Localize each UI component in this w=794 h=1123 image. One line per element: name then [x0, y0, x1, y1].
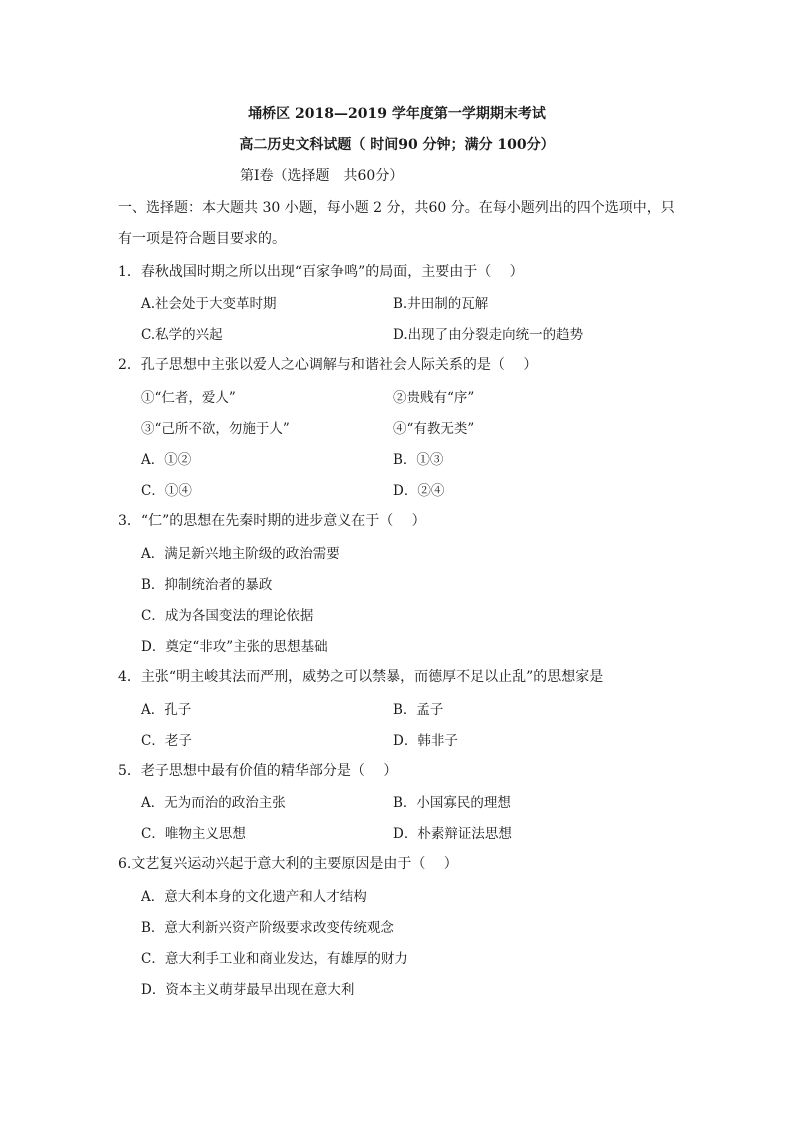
question-5-option-a: A．无为而治的政治主张 [141, 795, 286, 811]
question-2-stem: 2．孔子思想中主张以爱人之心调解与和谐社会人际关系的是（ ） [118, 357, 538, 373]
question-3-option-a: A．满足新兴地主阶级的政治需要 [141, 546, 340, 562]
section-heading: 第Ⅰ卷（选择题 共60分） [240, 168, 404, 184]
question-4-stem: 4．主张“明主峻其法而严刑，威势之可以禁暴，而德厚不足以止乱”的思想家是 [118, 669, 604, 685]
question-2-option-a: A．①② [141, 452, 192, 468]
question-4-option-a: A．孔子 [141, 702, 192, 718]
question-3-stem: 3．“仁”的思想在先秦时期的进步意义在于（ ） [118, 513, 426, 529]
exam-subtitle: 高二历史文科试题（ 时间90 分钟；满分 100分） [239, 137, 555, 153]
question-5-option-b: B．小国寡民的理想 [393, 795, 511, 811]
question-6-stem: 6.文艺复兴运动兴起于意大利的主要原因是由于（ ） [118, 856, 458, 872]
question-5-option-c: C．唯物主义思想 [141, 826, 246, 842]
question-4-option-c: C．老子 [141, 733, 192, 749]
question-2-item-4: ④“有教无类” [393, 421, 475, 437]
instructions: 一、选择题：本大题共 30 小题，每小题 2 分，共60 分。在每小题列出的四个选项中，只有一项是符合题目要求的。 [118, 200, 675, 247]
question-2-option-d: D．②④ [393, 483, 445, 499]
question-6-option-c: C．意大利手工业和商业发达，有雄厚的财力 [141, 951, 408, 967]
question-3-option-b: B．抑制统治者的暴政 [141, 577, 273, 593]
question-3-option-c: C．成为各国变法的理论依据 [141, 608, 314, 624]
question-2-option-c: C．①④ [141, 483, 192, 499]
question-3-option-d: D．奠定“非攻”主张的思想基础 [141, 639, 328, 655]
question-2-item-3: ③“己所不欲，勿施于人” [141, 421, 290, 437]
question-5-stem: 5．老子思想中最有价值的精华部分是（ ） [118, 763, 398, 779]
question-6-option-a: A．意大利本身的文化遗产和人才结构 [141, 889, 367, 905]
question-1-option-a: A.社会处于大变革时期 [141, 296, 277, 312]
question-1-option-d: D.出现了由分裂走向统一的趋势 [393, 327, 584, 343]
question-2-item-1: ①“仁者，爱人” [141, 390, 236, 406]
question-1-option-c: C.私学的兴起 [141, 327, 223, 343]
exam-title: 埇桥区 2018—2019 学年度第一学期期末考试 [248, 106, 546, 122]
question-4-option-b: B．孟子 [393, 702, 444, 718]
question-2-option-b: B．①③ [393, 452, 444, 468]
question-6-option-d: D．资本主义萌芽最早出现在意大利 [141, 982, 355, 998]
question-5-option-d: D．朴素辩证法思想 [393, 826, 512, 842]
question-1-stem: 1．春秋战国时期之所以出现“百家争鸣”的局面，主要由于（ ） [118, 264, 524, 280]
question-2-item-2: ②贵贱有“序” [393, 390, 475, 406]
question-4-option-d: D．韩非子 [393, 733, 458, 749]
question-6-option-b: B．意大利新兴资产阶级要求改变传统观念 [141, 920, 394, 936]
question-1-option-b: B.井田制的瓦解 [393, 296, 489, 312]
